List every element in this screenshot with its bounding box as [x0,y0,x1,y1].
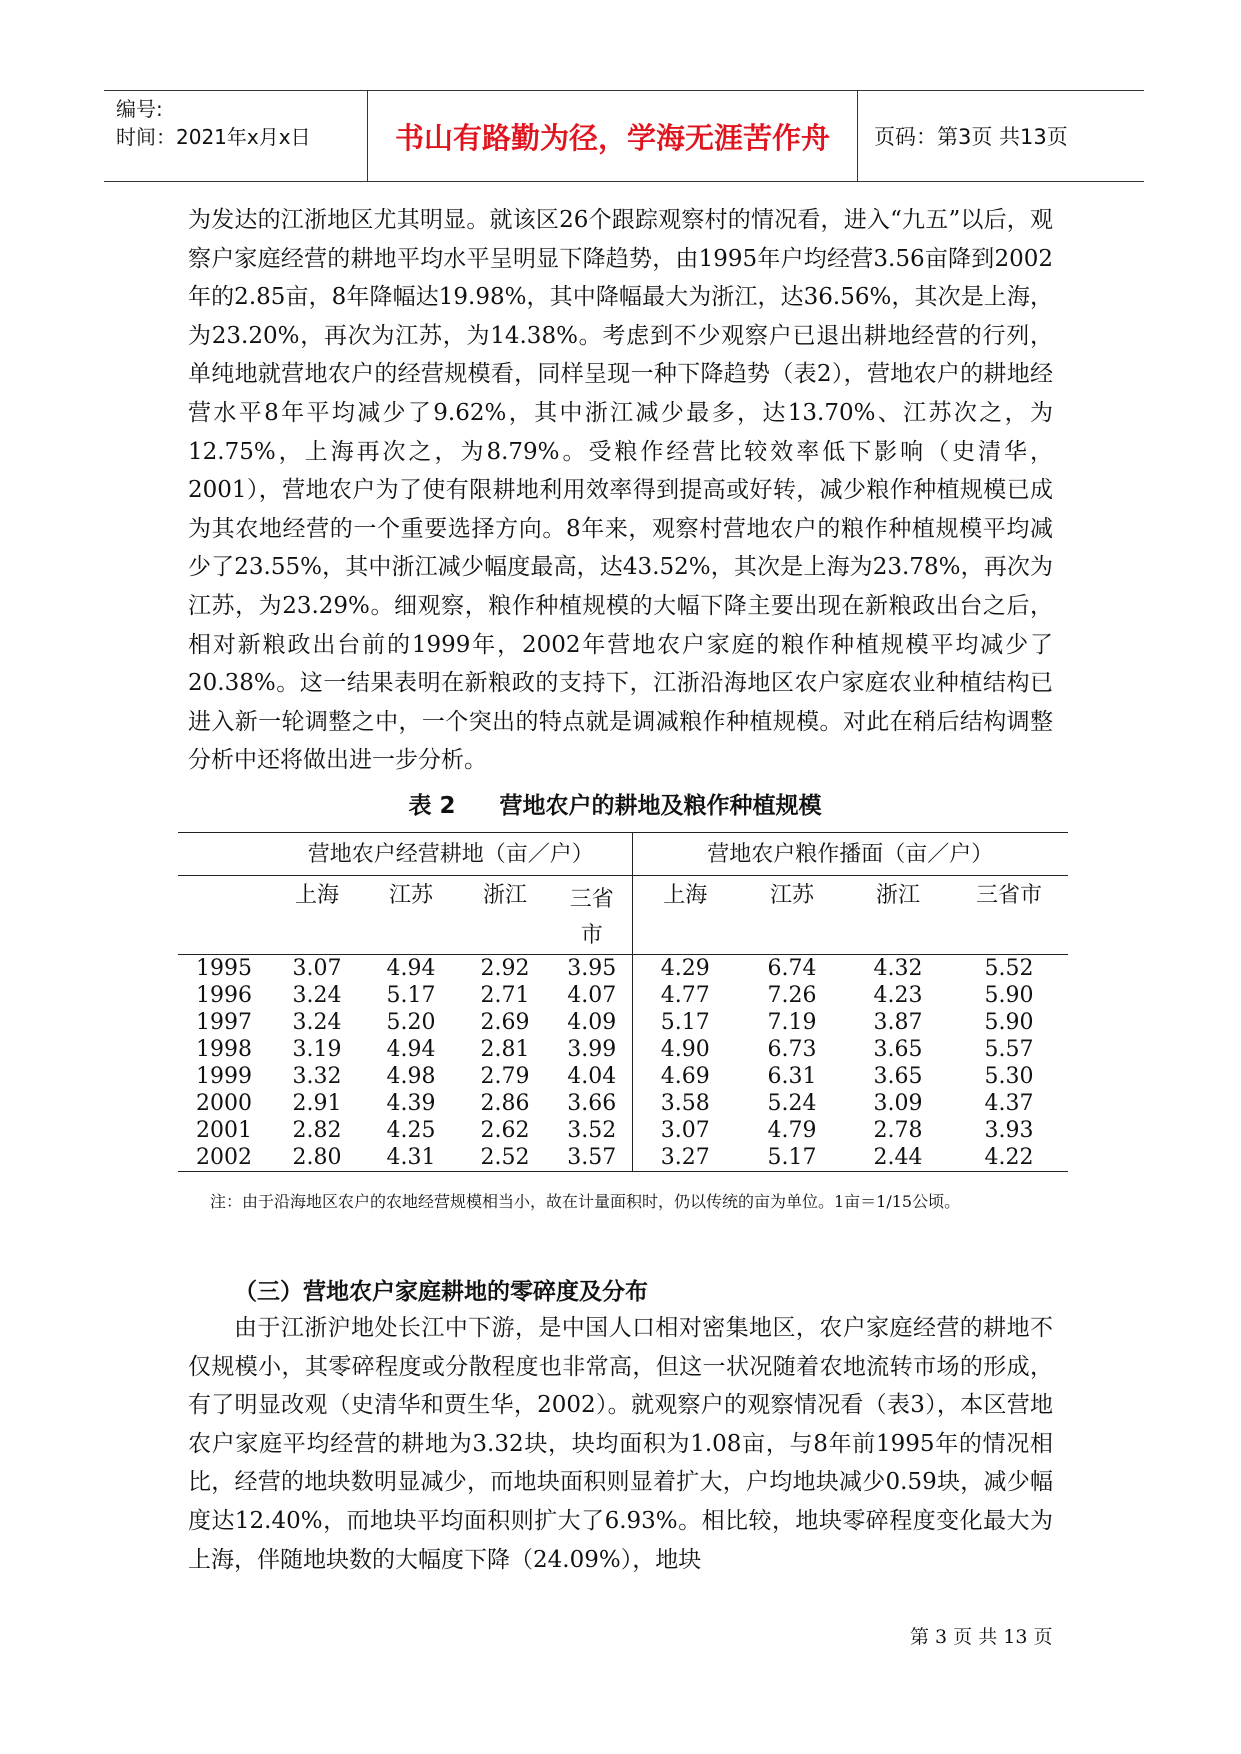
doc-time-label: 时间：2021年x月x日 [116,125,311,149]
paragraph-text: 为发达的江浙地区尤其明显。就该区26个跟踪观察村的情况看，进入“九五”以后，观察户家庭经营的耕地平均水平呈明显下降趋势，由1995年户均经营3.56亩降到2002年的2.85亩，8年降幅达19.98%，其中降幅最大为浙江，达36.56%，其次是上海，为23.20%，再次为江苏，为14.38%。考虑到不少观察户已退出耕地经营的行列，单纯地就营地农户的经营规模看，同样呈现一种下降趋势（表2），营地农户的耕地经营水平8年平均减少了9.62%，其中浙江减少最多，达13.70%、江苏次之，为12.75%，上海再次之，为8.79%。受粮作经营比较效率低下影响（史清华，2001），营地农户为了使有限耕地利用效率得到提高或好转，减少粮作种植规模已成为其农地经营的一个重要选择方向。8年来，观察村营地农户的粮作种植规模平均减少了23.55%，其中浙江减少幅度最高，达43.52%，其次是上海为23.78%，再次为江苏，为23.29%。细观察，粮作种植规模的大幅下降主要出现在新粮政出台之后，相对新粮政出台前的1999年，2002年营地农户家庭的粮作种植规模平均减少了20.38%。这一结果表明在新粮政的支持下，江浙沿海地区农户家庭农业种植结构已进入新一轮调整之中，一个突出的特点就是调减粮作种植规模。对此在稍后结构调整分析中还将做出进一步分析。 [188,207,1053,774]
table-cell: 3.32 [292,1064,342,1089]
col-header: 浙江 [482,883,527,908]
table-cell: 3.58 [660,1091,710,1116]
table-cell: 4.94 [386,956,436,981]
col-header: 江苏 [388,883,433,908]
table-cell: 7.26 [767,983,817,1008]
table-cell: 2.71 [480,983,530,1008]
table-row [178,1036,1068,1063]
table-cell: 2.91 [292,1091,342,1116]
table-cell: 3.65 [873,1064,923,1089]
table-cell: 5.90 [984,983,1034,1008]
table-cell: 4.29 [660,956,710,981]
table-cell: 4.04 [552,1063,632,1090]
table-cell: 5.17 [386,983,436,1008]
col-header: 三省市 [975,883,1042,908]
table-cell: 3.27 [632,1144,738,1172]
table-cell: 2.52 [458,1144,552,1172]
row-year: 1995 [196,956,252,981]
group-header-grain: 营地农户粮作播面（亩／户） [632,833,1068,876]
page-header [104,90,1144,182]
table-cell: 3.07 [292,956,342,981]
table-cell: 2.44 [846,1144,950,1172]
row-year: 1997 [196,1010,252,1035]
table-cell: 3.07 [660,1118,710,1143]
table-cell: 4.94 [386,1037,436,1062]
table-cell: 4.25 [386,1118,436,1143]
col-header: 江苏 [769,883,814,908]
table-cell: 5.57 [984,1037,1034,1062]
table-cell: 3.66 [552,1090,632,1117]
table-cell: 4.69 [660,1064,710,1089]
body-paragraph-1 [188,201,1053,780]
table-cell: 4.31 [364,1144,458,1172]
table-cell: 5.17 [660,1010,710,1035]
table-cell: 3.93 [984,1118,1034,1143]
header-corner [178,833,270,876]
table-row [178,1117,1068,1144]
table-cell: 2.79 [480,1064,530,1089]
table-cell: 4.90 [660,1037,710,1062]
col-header: 上海 [663,883,708,908]
table-cell: 5.30 [984,1064,1034,1089]
row-year: 1999 [196,1064,252,1089]
table-cell: 5.20 [386,1010,436,1035]
table-cell: 5.24 [767,1091,817,1116]
table-cell: 2.69 [480,1010,530,1035]
page-footer: 第 3 页 共 13 页 [910,1626,1053,1648]
table-body [178,955,1068,1172]
col-header: 上海 [294,883,339,908]
table-cell: 4.37 [984,1091,1034,1116]
table-cell: 6.74 [767,956,817,981]
table-row [178,1144,1068,1172]
table-cell: 4.39 [386,1091,436,1116]
table-row [178,955,1068,983]
table-cell: 4.79 [767,1118,817,1143]
row-year: 2000 [196,1091,252,1116]
col-header: 浙江 [875,883,920,908]
row-year: 1996 [196,983,252,1008]
table-cell: 3.99 [552,1036,632,1063]
section-heading: （三）营地农户家庭耕地的零碎度及分布 [234,1279,648,1305]
table-cell: 4.09 [552,1009,632,1036]
table-cell: 5.90 [984,1010,1034,1035]
table-cell: 2.78 [873,1118,923,1143]
table-cell: 5.17 [738,1144,846,1172]
table-row [178,1009,1068,1036]
table-note: 注：由于沿海地区农户的农地经营规模相当小，故在计量面积时，仍以传统的亩为单位。1亩＝1/15公顷。 [210,1192,961,1211]
col-header: 三省市 [552,876,632,955]
table-cell: 2.80 [270,1144,364,1172]
table-cell: 3.52 [552,1117,632,1144]
table-cell: 4.07 [552,982,632,1009]
body-paragraph-2 [188,1309,1053,1579]
table-cell: 7.19 [767,1010,817,1035]
table-cell: 2.62 [480,1118,530,1143]
table-cell: 3.24 [292,983,342,1008]
table-cell: 3.95 [552,955,632,983]
group-header-farmland: 营地农户经营耕地（亩／户） [270,833,632,876]
header-meta [104,91,368,181]
table-cell: 4.32 [873,956,923,981]
table-cell: 3.19 [292,1037,342,1062]
paragraph-text: 由于江浙沪地处长江中下游，是中国人口相对密集地区，农户家庭经营的耕地不仅规模小，其零碎程度或分散程度也非常高，但这一状况随着农地流转市场的形成，有了明显改观（史清华和贾生华，2002）。就观察户的观察情况看（表3），本区营地农户家庭平均经营的耕地为3.32块，块均面积为1.08亩，与8年前1995年的情况相比，经营的地块数明显减少，而地块面积则显着扩大，户均地块减少0.59块，减少幅度达12.40%，而地块平均面积则扩大了6.93%。相比较，地块零碎程度变化最大为上海，伴随地块数的大幅度下降（24.09%），地块 [188,1315,1053,1573]
table-cell: 2.81 [480,1037,530,1062]
table-cell: 5.52 [984,956,1034,981]
header-corner-2 [178,876,270,955]
table-cell: 3.87 [873,1010,923,1035]
table-number: 表 2 [408,793,456,819]
row-year: 2002 [178,1144,270,1172]
row-year: 1998 [196,1037,252,1062]
table-cell: 2.86 [480,1091,530,1116]
header-page-label: 页码：第3页 共13页 [874,125,1068,149]
table-caption [180,787,1050,820]
table-cell: 4.22 [950,1144,1068,1172]
data-table [178,832,1068,1172]
table-row [178,1063,1068,1090]
table-cell: 6.73 [767,1037,817,1062]
table-cell: 4.23 [873,983,923,1008]
table-row [178,982,1068,1009]
row-year: 2001 [196,1118,252,1143]
table-cell: 3.24 [292,1010,342,1035]
table-cell: 3.09 [873,1091,923,1116]
table-cell: 6.31 [767,1064,817,1089]
table-title: 营地农户的耕地及粮作种植规模 [499,793,822,819]
table-cell: 2.92 [480,956,530,981]
table-cell: 4.77 [660,983,710,1008]
header-motto: 书山有路勤为径，学海无涯苦作舟 [368,91,858,181]
table-cell: 3.57 [552,1144,632,1172]
table-cell: 2.82 [292,1118,342,1143]
table-cell: 3.65 [873,1037,923,1062]
table-row [178,1090,1068,1117]
table-cell: 4.98 [386,1064,436,1089]
doc-number-label: 编号: [116,97,163,121]
